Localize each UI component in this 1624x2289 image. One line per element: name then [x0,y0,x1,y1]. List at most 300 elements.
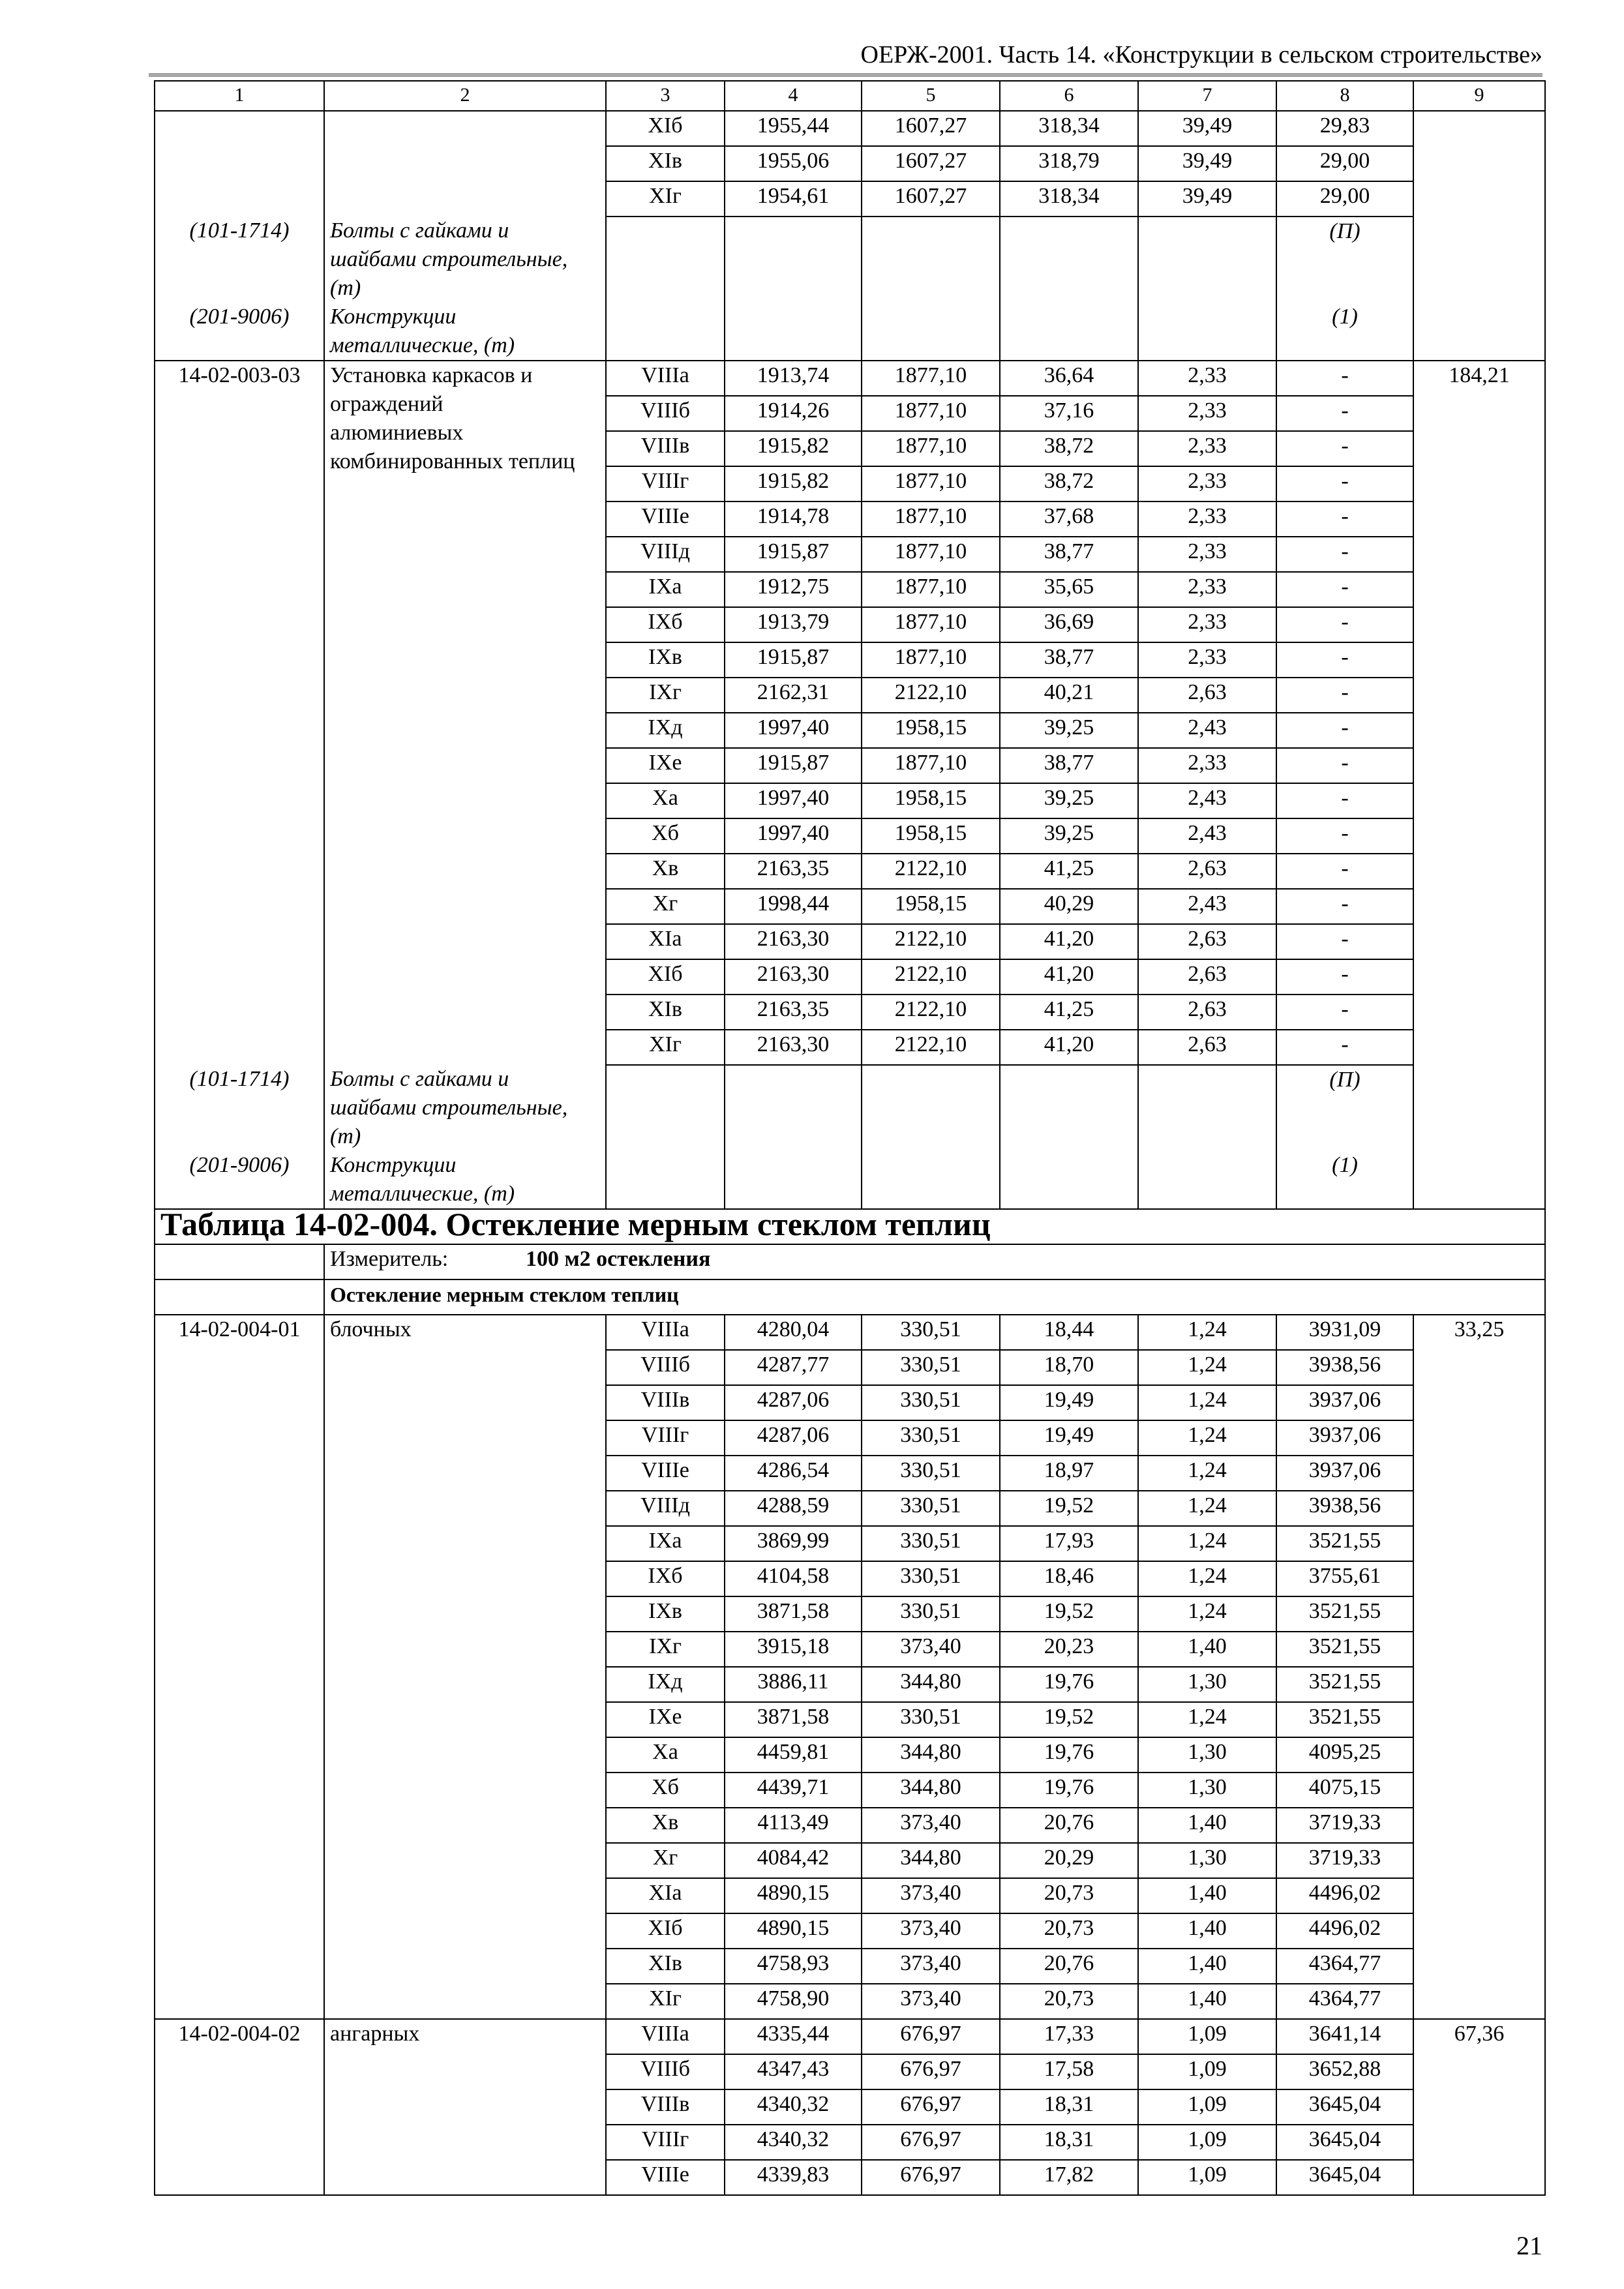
resource-row [155,303,1545,361]
unit-cost: 67,36 [1413,2019,1545,2195]
value-cell: 2,33 [1138,396,1276,431]
value-cell: 1,40 [1138,1878,1276,1913]
empty-cell [725,217,862,303]
value-cell: 41,20 [1000,924,1138,959]
resource-value: (П) [1276,217,1413,303]
value-cell: 4287,77 [725,1350,862,1385]
value-cell: 3915,18 [725,1632,862,1667]
rate-code: 14-02-004-02 [155,2019,324,2195]
value-cell: 373,40 [862,1632,1000,1667]
table-row [155,1315,1545,1350]
value-cell: 38,77 [1000,642,1138,678]
value-cell: 344,80 [862,1843,1000,1878]
value-cell: 39,25 [1000,713,1138,748]
value-cell: - [1276,854,1413,889]
value-cell: 3937,06 [1276,1456,1413,1491]
zone-cell: Xа [606,783,725,818]
value-cell: 3521,55 [1276,1526,1413,1561]
zone-cell: XIв [606,146,725,181]
value-cell: 37,16 [1000,396,1138,431]
value-cell: 1,24 [1138,1385,1276,1420]
empty-cell [1413,217,1545,303]
value-cell: 330,51 [862,1491,1000,1526]
resource-value: (1) [1276,1151,1413,1209]
value-cell: 2,63 [1138,959,1276,995]
value-cell: 20,73 [1000,1984,1138,2019]
measure-row [155,1244,1545,1279]
value-cell: 17,82 [1000,2160,1138,2195]
resource-code: (101-1714) [155,1065,324,1151]
column-number: 6 [1000,81,1138,111]
value-cell: 4280,04 [725,1315,862,1350]
value-cell: 1955,44 [725,111,862,146]
value-cell: 318,79 [1000,146,1138,181]
unit-cost: 33,25 [1413,1315,1545,2019]
value-cell: 4113,49 [725,1808,862,1843]
value-cell: 3719,33 [1276,1808,1413,1843]
value-cell: 38,77 [1000,748,1138,783]
value-cell: 1,24 [1138,1350,1276,1385]
value-cell: 2,33 [1138,748,1276,783]
column-number-row [155,81,1545,111]
value-cell: - [1276,678,1413,713]
value-cell: 18,44 [1000,1315,1138,1350]
empty-cell [1138,303,1276,361]
value-cell: 17,33 [1000,2019,1138,2054]
value-cell: 4364,77 [1276,1984,1413,2019]
value-cell: - [1276,748,1413,783]
value-cell: 3521,55 [1276,1667,1413,1702]
value-cell: 1914,78 [725,501,862,537]
value-cell: 4364,77 [1276,1949,1413,1984]
empty-cell [725,1151,862,1209]
value-cell: 3937,06 [1276,1385,1413,1420]
zone-cell: IXб [606,1561,725,1596]
value-cell: 2,33 [1138,537,1276,572]
value-cell: 1,40 [1138,1949,1276,1984]
value-cell: 2,63 [1138,1030,1276,1065]
value-cell: 1914,26 [725,396,862,431]
value-cell: - [1276,1030,1413,1065]
value-cell: 1915,87 [725,642,862,678]
zone-cell: XIг [606,181,725,217]
value-cell: 1,40 [1138,1808,1276,1843]
empty-cell [606,1065,725,1151]
value-cell: 3886,11 [725,1667,862,1702]
value-cell: 36,69 [1000,607,1138,642]
value-cell: 1,30 [1138,1737,1276,1773]
zone-cell: VIIIг [606,466,725,501]
zone-cell: XIа [606,924,725,959]
column-number: 5 [862,81,1000,111]
value-cell: - [1276,572,1413,607]
value-cell: 3521,55 [1276,1596,1413,1632]
value-cell: 3931,09 [1276,1315,1413,1350]
value-cell: 2,33 [1138,572,1276,607]
value-cell: 330,51 [862,1315,1000,1350]
zone-cell: IXа [606,572,725,607]
value-cell: 20,76 [1000,1949,1138,1984]
zone-cell: VIIIв [606,431,725,466]
value-cell: 1,24 [1138,1596,1276,1632]
zone-cell: VIIIд [606,537,725,572]
value-cell: 676,97 [862,2160,1000,2195]
zone-cell: VIIIа [606,361,725,396]
empty-cell [1138,217,1276,303]
value-cell: 676,97 [862,2019,1000,2054]
zone-cell: Xг [606,1843,725,1878]
value-cell: 2,63 [1138,995,1276,1030]
value-cell: - [1276,783,1413,818]
value-cell: 373,40 [862,1808,1000,1843]
value-cell: 2122,10 [862,995,1000,1030]
rates-table [154,80,1546,2196]
value-cell: 330,51 [862,1702,1000,1737]
value-cell: 38,77 [1000,537,1138,572]
value-cell: 4340,32 [725,2089,862,2125]
column-number: 3 [606,81,725,111]
value-cell: 1912,75 [725,572,862,607]
zone-cell: XIг [606,1984,725,2019]
value-cell: 18,46 [1000,1561,1138,1596]
zone-cell: IXв [606,642,725,678]
value-cell: 3719,33 [1276,1843,1413,1878]
column-number: 8 [1276,81,1413,111]
table-title-row [155,1209,1545,1244]
value-cell: 4347,43 [725,2054,862,2089]
zone-cell: VIIIа [606,1315,725,1350]
resource-code: (201-9006) [155,1151,324,1209]
value-cell: 1607,27 [862,146,1000,181]
resource-value: (1) [1276,303,1413,361]
value-cell: 1877,10 [862,572,1000,607]
value-cell: - [1276,431,1413,466]
value-cell: 2,43 [1138,889,1276,924]
section-title: Остекление мерным стеклом теплиц [324,1279,1545,1315]
value-cell: 2,33 [1138,501,1276,537]
value-cell: 41,20 [1000,1030,1138,1065]
value-cell: 373,40 [862,1913,1000,1949]
value-cell: 4288,59 [725,1491,862,1526]
zone-cell: Xв [606,854,725,889]
zone-cell: XIг [606,1030,725,1065]
value-cell: 2,43 [1138,713,1276,748]
value-cell: 3645,04 [1276,2160,1413,2195]
zone-cell: XIв [606,995,725,1030]
value-cell: - [1276,889,1413,924]
resource-code: (201-9006) [155,303,324,361]
value-cell: 1607,27 [862,111,1000,146]
value-cell: 2,43 [1138,818,1276,854]
table-row [155,361,1545,396]
value-cell: 1915,82 [725,431,862,466]
value-cell: 38,72 [1000,431,1138,466]
value-cell: 2163,30 [725,959,862,995]
value-cell: - [1276,642,1413,678]
zone-cell: IXд [606,713,725,748]
zone-cell: XIв [606,1949,725,1984]
empty-cell [1413,303,1545,361]
empty-cell [1413,111,1545,217]
value-cell: 344,80 [862,1773,1000,1808]
value-cell: 1877,10 [862,642,1000,678]
value-cell: 18,31 [1000,2089,1138,2125]
value-cell: 40,21 [1000,678,1138,713]
section-row [155,1279,1545,1315]
value-cell: 1,24 [1138,1491,1276,1526]
empty-cell [862,217,1000,303]
empty-cell [725,303,862,361]
value-cell: 1958,15 [862,783,1000,818]
value-cell: 19,49 [1000,1420,1138,1456]
value-cell: - [1276,466,1413,501]
value-cell: 19,76 [1000,1667,1138,1702]
value-cell: 40,29 [1000,889,1138,924]
zone-cell: IXд [606,1667,725,1702]
empty-cell [606,303,725,361]
value-cell: 3937,06 [1276,1420,1413,1456]
value-cell: 20,29 [1000,1843,1138,1878]
value-cell: 4104,58 [725,1561,862,1596]
value-cell: 1915,82 [725,466,862,501]
value-cell: 1,30 [1138,1773,1276,1808]
value-cell: 373,40 [862,1984,1000,2019]
measure-cell [324,1244,1545,1279]
rate-code: 14-02-003-03 [155,361,324,1065]
zone-cell: XIа [606,1878,725,1913]
value-cell: 1913,74 [725,361,862,396]
value-cell: 1958,15 [862,889,1000,924]
resource-code: (101-1714) [155,217,324,303]
resource-row [155,1151,1545,1209]
value-cell: 4439,71 [725,1773,862,1808]
value-cell: 1,40 [1138,1984,1276,2019]
value-cell: 1877,10 [862,537,1000,572]
zone-cell: IXв [606,1596,725,1632]
zone-cell: IXа [606,1526,725,1561]
value-cell: 4287,06 [725,1420,862,1456]
value-cell: 1,09 [1138,2054,1276,2089]
unit-cost: 184,21 [1413,361,1545,1065]
value-cell: 1877,10 [862,501,1000,537]
zone-cell: Xб [606,818,725,854]
value-cell: 2,33 [1138,642,1276,678]
zone-cell: IXг [606,678,725,713]
value-cell: 3645,04 [1276,2089,1413,2125]
value-cell: 4459,81 [725,1737,862,1773]
value-cell: - [1276,501,1413,537]
value-cell: 4339,83 [725,2160,862,2195]
zone-cell: VIIIг [606,2125,725,2160]
zone-cell: VIIIе [606,501,725,537]
column-number: 2 [324,81,606,111]
value-cell: 18,31 [1000,2125,1138,2160]
value-cell: 330,51 [862,1385,1000,1420]
value-cell: 1,09 [1138,2125,1276,2160]
resource-row [155,1065,1545,1151]
zone-cell: VIIIд [606,1491,725,1526]
zone-cell: VIIIг [606,1420,725,1456]
column-number: 9 [1413,81,1545,111]
value-cell: 1,09 [1138,2019,1276,2054]
resource-name: Конструкции металлические, (т) [324,303,606,361]
value-cell: 1,24 [1138,1420,1276,1456]
zone-cell: VIIIв [606,2089,725,2125]
resource-row [155,217,1545,303]
column-number: 1 [155,81,324,111]
value-cell: 1915,87 [725,537,862,572]
value-cell: 37,68 [1000,501,1138,537]
value-cell: - [1276,959,1413,995]
empty-cell [155,1244,324,1279]
value-cell: 1997,40 [725,783,862,818]
value-cell: 2122,10 [862,924,1000,959]
value-cell: 2122,10 [862,1030,1000,1065]
value-cell: 2122,10 [862,678,1000,713]
value-cell: 1,40 [1138,1632,1276,1667]
value-cell: 330,51 [862,1526,1000,1561]
empty-cell [606,217,725,303]
value-cell: 2163,30 [725,1030,862,1065]
value-cell: 318,34 [1000,111,1138,146]
value-cell: 17,93 [1000,1526,1138,1561]
value-cell: 4095,25 [1276,1737,1413,1773]
empty-cell [324,111,606,217]
value-cell: 41,25 [1000,854,1138,889]
value-cell: - [1276,713,1413,748]
value-cell: 4496,02 [1276,1878,1413,1913]
value-cell: 4890,15 [725,1878,862,1913]
value-cell: 2,43 [1138,783,1276,818]
value-cell: 19,52 [1000,1491,1138,1526]
value-cell: 3938,56 [1276,1491,1413,1526]
value-cell: 2162,31 [725,678,862,713]
value-cell: 1913,79 [725,607,862,642]
zone-cell: IXб [606,607,725,642]
rate-name: блочных [324,1315,606,2019]
value-cell: - [1276,924,1413,959]
value-cell: 330,51 [862,1596,1000,1632]
value-cell: 18,70 [1000,1350,1138,1385]
value-cell: 19,76 [1000,1773,1138,1808]
value-cell: 36,64 [1000,361,1138,396]
value-cell: 1,24 [1138,1561,1276,1596]
value-cell: 3521,55 [1276,1632,1413,1667]
value-cell: 1,30 [1138,1843,1276,1878]
value-cell: 1955,06 [725,146,862,181]
column-number: 4 [725,81,862,111]
value-cell: 3755,61 [1276,1561,1413,1596]
empty-cell [1138,1065,1276,1151]
value-cell: 1997,40 [725,713,862,748]
value-cell: 19,49 [1000,1385,1138,1420]
value-cell: 39,49 [1138,146,1276,181]
value-cell: 330,51 [862,1350,1000,1385]
value-cell: 4758,90 [725,1984,862,2019]
zone-cell: IXе [606,1702,725,1737]
zone-cell: XIб [606,959,725,995]
value-cell: 1958,15 [862,818,1000,854]
value-cell: 4075,15 [1276,1773,1413,1808]
value-cell: 4340,32 [725,2125,862,2160]
resource-value: (П) [1276,1065,1413,1151]
empty-cell [1138,1151,1276,1209]
value-cell: 330,51 [862,1420,1000,1456]
zone-cell: VIIIе [606,1456,725,1491]
zone-cell: VIIIе [606,2160,725,2195]
value-cell: 1998,44 [725,889,862,924]
value-cell: 29,83 [1276,111,1413,146]
value-cell: 4287,06 [725,1385,862,1420]
value-cell: 2163,35 [725,995,862,1030]
empty-cell [1413,1151,1545,1209]
zone-cell: VIIIв [606,1385,725,1420]
value-cell: 1,24 [1138,1315,1276,1350]
empty-cell [155,1279,324,1315]
value-cell: 318,34 [1000,181,1138,217]
value-cell: 29,00 [1276,146,1413,181]
value-cell: 2,33 [1138,607,1276,642]
zone-cell: XIб [606,111,725,146]
value-cell: 20,73 [1000,1878,1138,1913]
zone-cell: Xа [606,1737,725,1773]
value-cell: 676,97 [862,2125,1000,2160]
value-cell: 2122,10 [862,959,1000,995]
value-cell: 3641,14 [1276,2019,1413,2054]
value-cell: 19,76 [1000,1737,1138,1773]
value-cell: - [1276,607,1413,642]
value-cell: 1,24 [1138,1526,1276,1561]
value-cell: 41,20 [1000,959,1138,995]
zone-cell: VIIIб [606,2054,725,2089]
table-title: Таблица 14-02-004. Остекление мерным стеклом теплиц [155,1209,1545,1244]
value-cell: 3652,88 [1276,2054,1413,2089]
value-cell: 3871,58 [725,1702,862,1737]
value-cell: 1,09 [1138,2160,1276,2195]
value-cell: - [1276,361,1413,396]
table-row [155,111,1545,146]
value-cell: 344,80 [862,1667,1000,1702]
value-cell: 1997,40 [725,818,862,854]
column-number: 7 [1138,81,1276,111]
table-row [155,2019,1545,2054]
empty-cell [1000,1151,1138,1209]
measure-value: 100 м2 остекления [526,1247,711,1271]
value-cell: 676,97 [862,2054,1000,2089]
value-cell: 1877,10 [862,396,1000,431]
value-cell: 1,40 [1138,1913,1276,1949]
value-cell: 1877,10 [862,361,1000,396]
empty-cell [155,111,324,217]
value-cell: 1,30 [1138,1667,1276,1702]
resource-name: Болты с гайками и шайбами строительные, (т) [324,1065,606,1151]
value-cell: 39,25 [1000,818,1138,854]
value-cell: 3521,55 [1276,1702,1413,1737]
zone-cell: VIIIб [606,1350,725,1385]
header-rule [149,74,1542,78]
zone-cell: Xв [606,1808,725,1843]
value-cell: 39,49 [1138,111,1276,146]
empty-cell [862,1151,1000,1209]
value-cell: 4335,44 [725,2019,862,2054]
value-cell: 39,25 [1000,783,1138,818]
zone-cell: XIб [606,1913,725,1949]
value-cell: 38,72 [1000,466,1138,501]
value-cell: 1,09 [1138,2089,1276,2125]
value-cell: 373,40 [862,1878,1000,1913]
value-cell: 1877,10 [862,466,1000,501]
value-cell: 3938,56 [1276,1350,1413,1385]
